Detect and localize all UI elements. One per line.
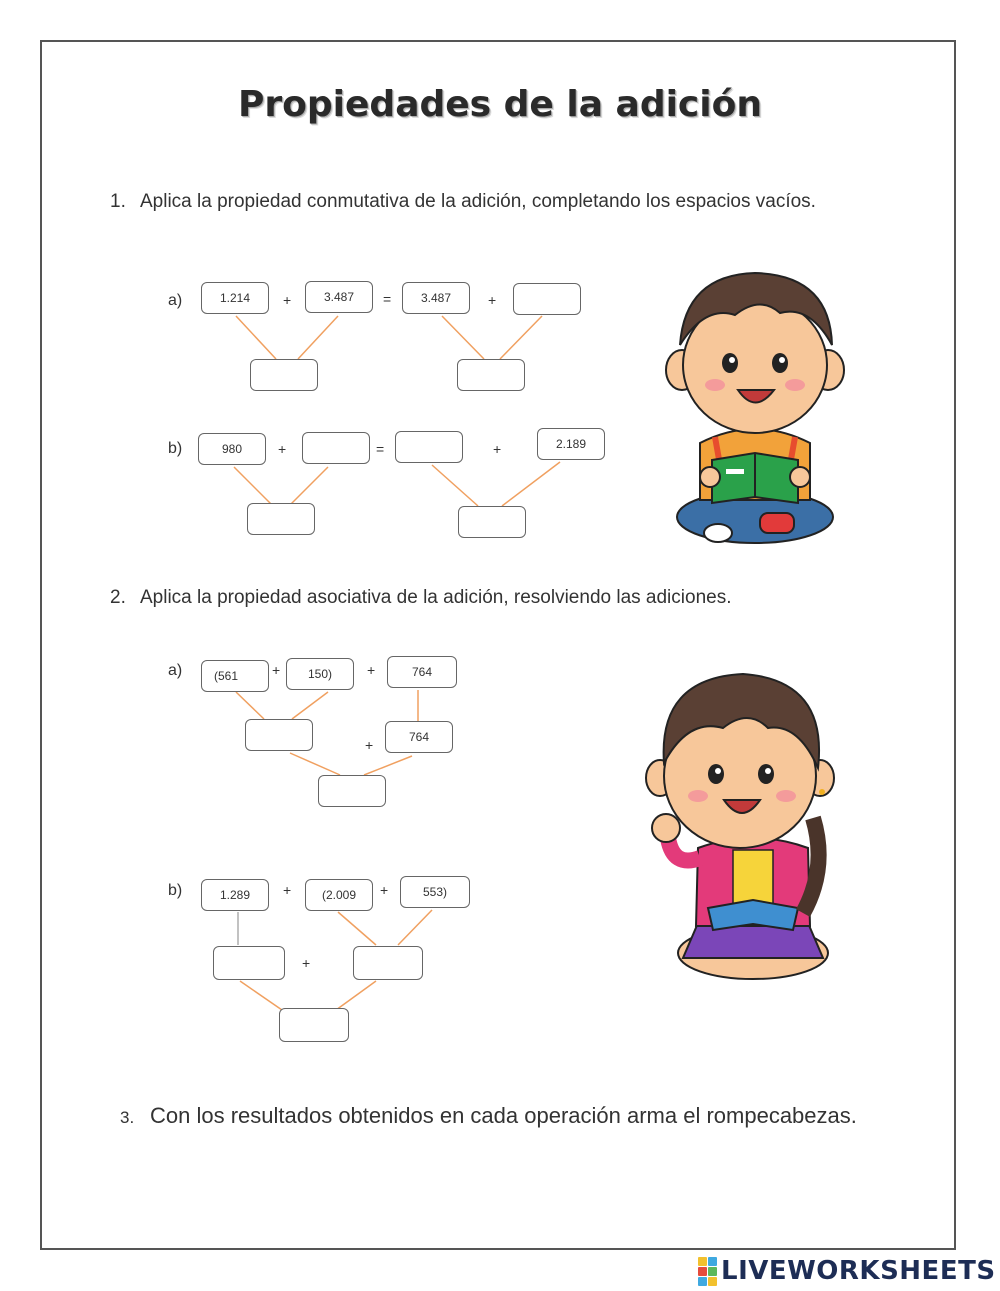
addend-box: 3.487 bbox=[402, 282, 470, 314]
question-text: Aplica la propiedad conmutativa de la adición, completando los espacios vacíos. bbox=[140, 191, 816, 212]
question-1 bbox=[110, 189, 870, 245]
addend-box: 553) bbox=[400, 876, 470, 908]
answer-input[interactable] bbox=[302, 432, 370, 464]
answer-input[interactable] bbox=[513, 283, 581, 315]
addend-box: 150) bbox=[286, 658, 354, 690]
addend-box: 1.289 bbox=[201, 879, 269, 911]
equals-sign: = bbox=[376, 441, 385, 457]
answer-input[interactable] bbox=[279, 1008, 349, 1042]
answer-input[interactable] bbox=[458, 506, 526, 538]
plus-sign: + bbox=[272, 662, 281, 678]
addend-box: 980 bbox=[198, 433, 266, 465]
girl-waving-icon bbox=[638, 668, 858, 988]
addend-box: (2.009 bbox=[305, 879, 373, 911]
item-label: a) bbox=[168, 662, 183, 679]
logo-grid-icon bbox=[698, 1257, 717, 1286]
plus-sign: + bbox=[278, 441, 287, 457]
answer-input[interactable] bbox=[213, 946, 285, 980]
question-number: 1. bbox=[110, 191, 126, 212]
answer-input[interactable] bbox=[395, 431, 463, 463]
brand-name: LIVEWORKSHEETS bbox=[721, 1256, 996, 1286]
addend-box: 764 bbox=[385, 721, 453, 753]
answer-input[interactable] bbox=[353, 946, 423, 980]
page-title: Propiedades de la adición bbox=[238, 84, 762, 125]
plus-sign: + bbox=[488, 292, 497, 308]
addend-box: 1.214 bbox=[201, 282, 269, 314]
answer-input[interactable] bbox=[250, 359, 318, 391]
plus-sign: + bbox=[367, 662, 376, 678]
plus-sign: + bbox=[283, 292, 292, 308]
addend-box: 2.189 bbox=[537, 428, 605, 460]
question-number: 2. bbox=[110, 587, 126, 608]
answer-input[interactable] bbox=[318, 775, 386, 807]
addend-box: 764 bbox=[387, 656, 457, 688]
item-label: a) bbox=[168, 292, 183, 309]
answer-input[interactable] bbox=[457, 359, 525, 391]
question-2 bbox=[110, 585, 870, 615]
question-number: 3. bbox=[120, 1108, 135, 1127]
plus-sign: + bbox=[380, 882, 389, 898]
plus-sign: + bbox=[493, 441, 502, 457]
equals-sign: = bbox=[383, 291, 392, 307]
addend-box: (561 bbox=[201, 660, 269, 692]
question-text: Con los resultados obtenidos en cada operación arma el rompecabezas. bbox=[150, 1103, 857, 1128]
answer-input[interactable] bbox=[245, 719, 313, 751]
item-label: b) bbox=[168, 440, 183, 457]
boy-reading-icon bbox=[660, 265, 850, 555]
plus-sign: + bbox=[365, 737, 374, 753]
addend-box: 3.487 bbox=[305, 281, 373, 313]
brand-logo[interactable] bbox=[698, 1256, 996, 1286]
item-label: b) bbox=[168, 882, 183, 899]
question-text: Aplica la propiedad asociativa de la adición, resolviendo las adiciones. bbox=[140, 587, 732, 608]
plus-sign: + bbox=[302, 955, 311, 971]
plus-sign: + bbox=[283, 882, 292, 898]
answer-input[interactable] bbox=[247, 503, 315, 535]
